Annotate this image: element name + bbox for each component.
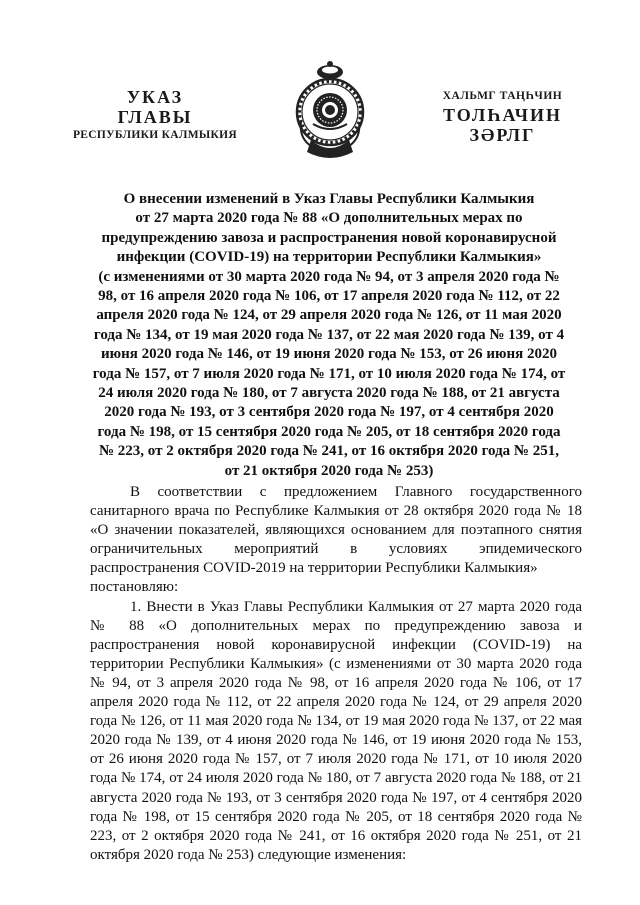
- document-title: [90, 190, 568, 481]
- coat-of-arms-kalmykia-icon: [291, 60, 369, 164]
- body-paragraph-item-1: 1. Внести в Указ Главы Республики Калмыкия от 27 марта 2020 года № 88 «О дополнительных мерах по предупреждению завоза и распространения новой коронавирусной инфекции (COVID-19) на территории Республики Калмыкия» (с изменениями от 30 марта 2020 года № 94, от 3 апреля 2020 года № 98, от 16 апреля 2020 года № 106, от 17 апреля 2020 года № 112, от 22 апреля 2020 года № 124, от 29 апреля 2020 года № 126, от 11 мая 2020 года № 134, от 19 мая 2020 года № 137, от 22 мая 2020 года № 139, от 4 июня 2020 года № 146, от 19 июня 2020 года № 153, от 26 июня 2020 года № 157, от 7 июля 2020 года № 171, от 10 июля 2020 года № 174, от 24 июля 2020 года № 180, от 7 августа 2020 года № 188, от 21 августа 2020 года № 193, от 3 сентября 2020 года № 197, от 4 сентября 2020 года № 198, от 15 сентября 2020 года № 205, от 18 сентября 2020 года № 223, от 2 октября 2020 года № 241, от 16 октября 2020 года № 251, от 21 октября 2020 года № 253) следующие изменения:: [90, 598, 582, 863]
- header-left-russian: [55, 87, 255, 143]
- title-line-4: инфекции (COVID-19) на территории Республики Калмыкия»: [116, 249, 542, 266]
- document-body: [90, 483, 582, 865]
- head-word-ru: ГЛАВЫ: [117, 107, 193, 127]
- decree-word-kalmyk: ЗӘРЛГ: [469, 125, 536, 145]
- title-line-1: О внесении изменений в Указ Главы Республики Калмыкия: [123, 191, 535, 207]
- title-line-3: предупреждению завоза и распространения новой коронавирусной: [101, 229, 557, 246]
- header-right-kalmyk: [395, 87, 610, 145]
- title-amendments: (с изменениями от 30 марта 2020 года № 94, от 3 апреля 2020 года № 98, от 16 апреля 2020 года № 106, от 17 апреля 2020 года № 112, от 22 апреля 2020 года № 124, от 29 апреля 2020 года № 126, от 11 мая 2020 года № 134, от 19 мая 2020 года № 137, от 22 мая 2020 года № 139, от 4 июня 2020 года № 146, от 19 июня 2020 года № 153, от 26 июня 2020 года № 157, от 7 июля 2020 года № 171, от 10 июля 2020 года № 174, от 24 июля 2020 года № 180, от 7 августа 2020 года № 188, от 21 августа 2020 года № 193, от 3 сентября 2020 года № 197, от 4 сентября 2020 года № 198, от 15 сентября 2020 года № 205, от 18 сентября 2020 года № 223, от 2 октября 2020 года № 241, от 16 октября 2020 года № 251, от 21 октября 2020 года № 253): [92, 268, 566, 479]
- body-decree-word: постановляю:: [90, 579, 179, 596]
- republic-name-ru: РЕСПУБЛИКИ КАЛМЫКИЯ: [72, 129, 238, 141]
- head-word-kalmyk: ТОЛҺАЧИН: [443, 105, 562, 125]
- republic-name-kalmyk: ХАЛЬМГ ТАҢҺЧИН: [442, 90, 563, 102]
- decree-word-ru: УКАЗ: [126, 87, 184, 107]
- body-paragraph-preamble: В соответствии с предложением Главного государственного санитарного врача по Республике Калмыкия от 28 октября 2020 года № 18 «О значении показателей, являющихся основанием для поэтапного снятия ограничительных мероприятий в условиях эпидемического распространения COVID-2019 на территории Республики Калмыкия»: [90, 484, 582, 577]
- title-line-2: от 27 марта 2020 года № 88 «О дополнительных мерах по: [135, 210, 523, 227]
